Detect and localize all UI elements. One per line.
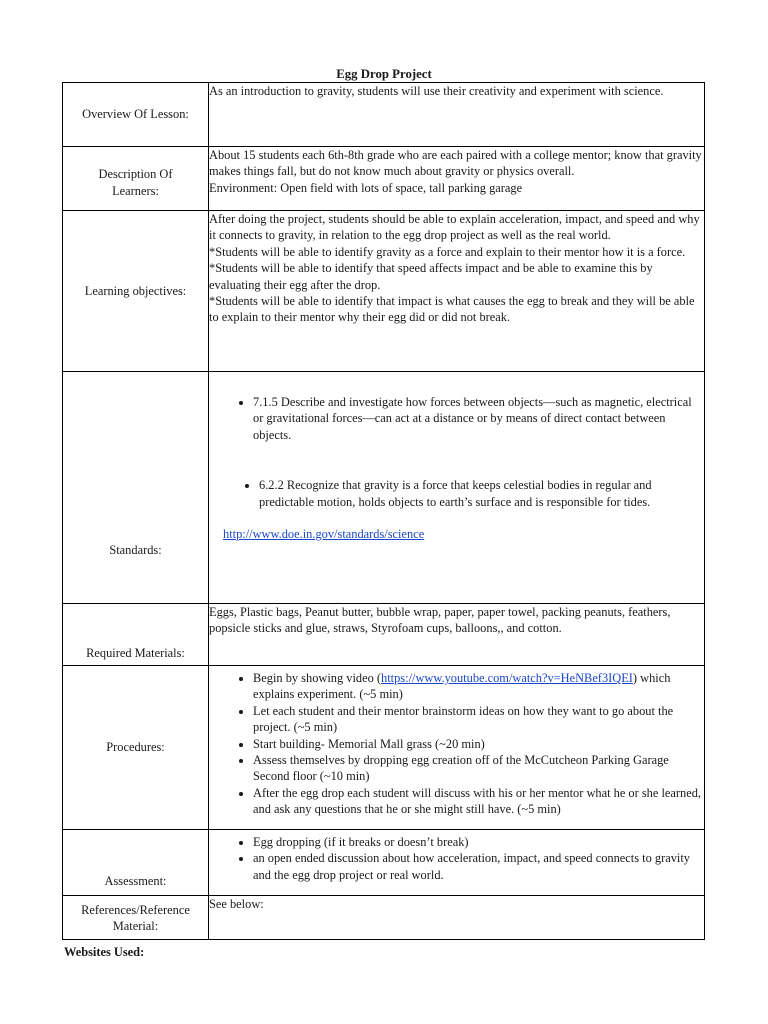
references-text: See below: bbox=[209, 897, 264, 911]
document-title: Egg Drop Project bbox=[336, 67, 432, 81]
learners-label-line2: Learners: bbox=[112, 183, 159, 198]
standards-link-wrap bbox=[209, 526, 704, 542]
learners-text: About 15 students each 6th-8th grade who are each paired with a college mentor; know that gravity makes things fall, but do not know much about gravity or physics overall. bbox=[209, 148, 702, 179]
overview-text: As an introduction to gravity, students will use their creativity and experiment with science. bbox=[209, 84, 664, 98]
row-references bbox=[63, 896, 705, 940]
content-cell bbox=[209, 896, 705, 940]
assessment-item: • an open ended discussion about how acceleration, impact, and speed connects to gravity and the egg drop project or real world. bbox=[253, 850, 704, 883]
materials-text: Eggs, Plastic bags, Peanut butter, bubble wrap, paper, paper towel, packing peanuts, feathers, popsicle sticks and glue, straws, Styrofoam cups, balloons,, and cotton. bbox=[209, 605, 671, 636]
label-cell bbox=[63, 666, 209, 830]
standards-label: Standards: bbox=[109, 543, 162, 557]
label-cell bbox=[63, 604, 209, 666]
objective-item: *Students will be able to identify that impact is what causes the egg to break and they will be able to explain to their mentor why their egg did or did not break. bbox=[209, 294, 695, 325]
procedure-text: ) which explains experiment. (~5 min) bbox=[253, 671, 671, 702]
procedure-text: Begin by showing video ( bbox=[253, 671, 382, 685]
procedure-item: • After the egg drop each student will discuss with his or her mentor what he or she learned, and ask any questions that he or she might still have. (~5 min) bbox=[253, 785, 704, 818]
content-cell bbox=[209, 147, 705, 211]
standards-list bbox=[209, 394, 704, 443]
standards-link[interactable]: http://www.doe.in.gov/standards/science bbox=[223, 527, 425, 542]
assessment-item: • Egg dropping (if it breaks or doesn’t break) bbox=[253, 834, 704, 850]
procedure-item: • Start building- Memorial Mall grass (~20 min) bbox=[253, 736, 704, 752]
objectives-label: Learning objectives: bbox=[84, 283, 187, 298]
procedure-item: • Assess themselves by dropping egg creation off of the McCutcheon Parking Garage Second floor (~10 min) bbox=[253, 752, 704, 785]
label-cell bbox=[63, 211, 209, 372]
standard-item: • 6.2.2 Recognize that gravity is a force that keeps celestial bodies in regular and predictable motion, holds objects to earth’s surface and is responsible for tides. bbox=[259, 477, 704, 510]
assessment-label: Assessment: bbox=[104, 873, 167, 888]
procedure-item bbox=[253, 670, 704, 703]
materials-label: Required Materials: bbox=[86, 645, 185, 660]
content-cell bbox=[209, 830, 705, 896]
row-materials bbox=[63, 604, 705, 666]
row-procedures bbox=[63, 666, 705, 830]
label-cell bbox=[63, 896, 209, 940]
standard-item: • 7.1.5 Describe and investigate how forces between objects—such as magnetic, electrical or gravitational forces—can act at a distance or by means of direct contact between objects. bbox=[253, 394, 704, 443]
content-cell bbox=[209, 604, 705, 666]
content-cell bbox=[209, 666, 705, 830]
row-overview bbox=[63, 83, 705, 147]
objectives-intro: After doing the project, students should be able to explain acceleration, impact, and speed and why it connects to gravity, in relation to the egg drop project as well as the real world. bbox=[209, 212, 700, 243]
procedure-item: • Let each student and their mentor brainstorm ideas on how they want to go about the project. (~5 min) bbox=[253, 703, 704, 736]
procedures-list bbox=[209, 670, 704, 818]
references-label: References/Reference Material: bbox=[81, 903, 190, 934]
row-assessment bbox=[63, 830, 705, 896]
overview-label: Overview Of Lesson: bbox=[82, 107, 189, 122]
objective-item: *Students will be able to identify gravity as a force and explain to their mentor how it is a force. bbox=[209, 244, 686, 259]
lesson-plan-table bbox=[62, 82, 705, 940]
label-cell bbox=[63, 372, 209, 604]
websites-heading: Websites Used: bbox=[64, 945, 145, 959]
row-objectives bbox=[63, 211, 705, 372]
content-cell bbox=[209, 211, 705, 372]
procedures-label: Procedures: bbox=[106, 740, 165, 755]
label-cell bbox=[63, 83, 209, 147]
content-cell bbox=[209, 83, 705, 147]
label-cell bbox=[63, 147, 209, 211]
video-link[interactable]: https://www.youtube.com/watch?v=HeNBef3IQEI bbox=[381, 671, 633, 685]
objective-item: *Students will be able to identify that speed affects impact and be able to examine this by evaluating their egg after the drop. bbox=[209, 261, 653, 292]
assessment-list bbox=[209, 834, 704, 883]
row-standards bbox=[63, 372, 705, 604]
content-cell bbox=[209, 372, 705, 604]
standards-list bbox=[209, 477, 704, 510]
label-cell bbox=[63, 830, 209, 896]
learners-environment: Environment: Open field with lots of space, tall parking garage bbox=[209, 180, 523, 195]
row-learners bbox=[63, 147, 705, 211]
learners-label-line1: Description Of bbox=[98, 167, 173, 182]
